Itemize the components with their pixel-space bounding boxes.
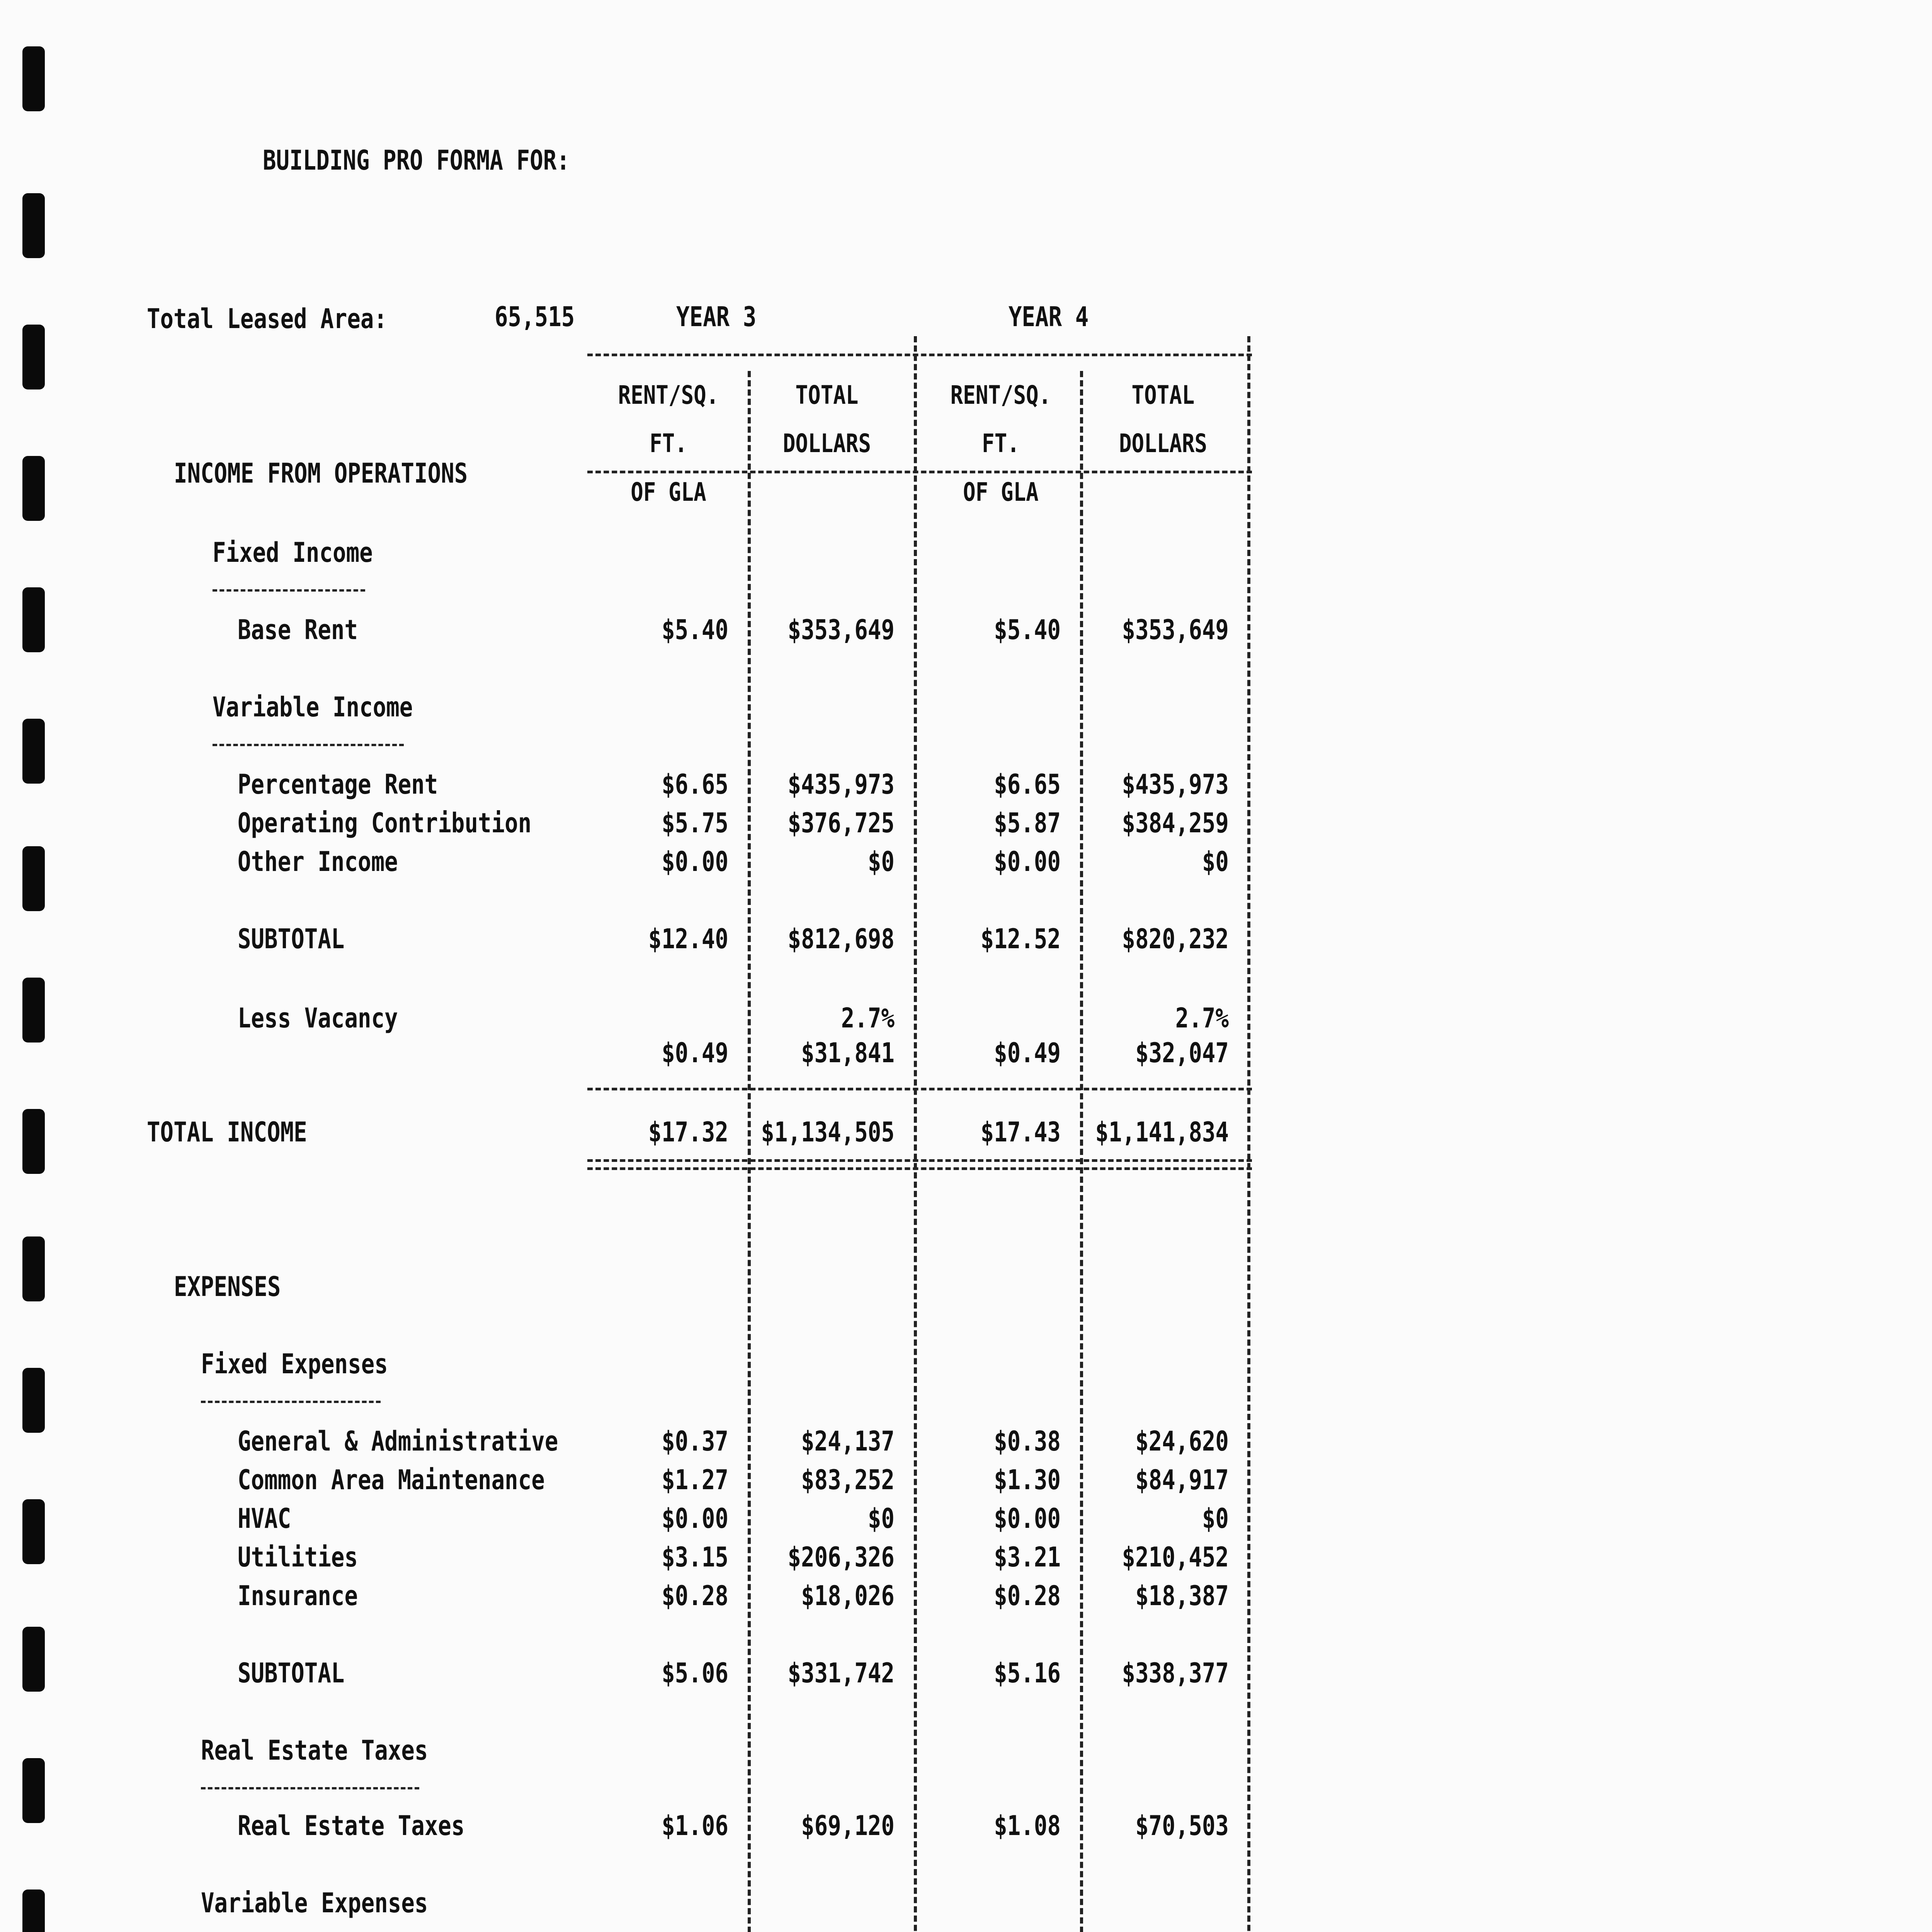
row-value-operating-contribution-y3r: $5.75 xyxy=(662,807,728,839)
row-value-subtotal-y4r: $5.16 xyxy=(994,1657,1061,1689)
row-value-total-income-y3t: $1,134,505 xyxy=(761,1116,895,1148)
row-value-utilities-y4t: $210,452 xyxy=(1122,1541,1229,1573)
binder-hole xyxy=(22,1368,45,1433)
row-value-subtotal-y4t: $338,377 xyxy=(1122,1657,1229,1689)
row-value-general-administrative-y4r: $0.38 xyxy=(994,1425,1061,1457)
row-value-vacancy-amount-y4r: $0.49 xyxy=(994,1037,1061,1069)
row-value-total-income-y3r: $17.32 xyxy=(648,1116,728,1148)
binder-hole xyxy=(22,456,45,521)
row-value-general-administrative-y4t: $24,620 xyxy=(1135,1425,1229,1457)
fixed-income-heading: Fixed Income xyxy=(213,537,373,568)
binder-hole xyxy=(22,1499,45,1564)
col-sep-1 xyxy=(748,371,751,1932)
binder-hole xyxy=(22,325,45,389)
row-label-less-vacancy: Less Vacancy xyxy=(238,1002,398,1034)
row-value-utilities-y3t: $206,326 xyxy=(787,1541,895,1573)
row-value-insurance-y3t: $18,026 xyxy=(801,1580,895,1612)
col-sep-4 xyxy=(1247,336,1250,1932)
row-label-subtotal: SUBTOTAL xyxy=(238,923,345,955)
row-value-vacancy-amount-y3r: $0.49 xyxy=(662,1037,728,1069)
row-value-real-estate-taxes-y3r: $1.06 xyxy=(662,1810,728,1842)
income-ops-heading: INCOME FROM OPERATIONS xyxy=(174,457,468,489)
row-value-other-income-y3t: $0 xyxy=(867,846,895,878)
row-label-general-administrative: General & Administrative xyxy=(238,1425,558,1457)
col-sep-3 xyxy=(1080,371,1083,1932)
row-value-other-income-y4r: $0.00 xyxy=(994,846,1061,878)
total-income-double-rule xyxy=(587,1159,1252,1170)
fixed-expenses-heading: Fixed Expenses xyxy=(201,1348,388,1380)
row-value-subtotal-y4t: $820,232 xyxy=(1122,923,1229,955)
row-value-operating-contribution-y4t: $384,259 xyxy=(1122,807,1229,839)
row-label-percentage-rent: Percentage Rent xyxy=(238,769,438,800)
row-value-base-rent-y4r: $5.40 xyxy=(994,614,1061,646)
row-value-base-rent-y3r: $5.40 xyxy=(662,614,728,646)
row-value-common-area-maintenance-y3r: $1.27 xyxy=(662,1464,728,1496)
binder-hole xyxy=(22,978,45,1043)
year-3-total-header xyxy=(764,371,890,468)
row-value-insurance-y4t: $18,387 xyxy=(1135,1580,1229,1612)
row-value-less-vacancy-y4t: 2.7% xyxy=(1175,1002,1229,1034)
row-value-subtotal-y3t: $331,742 xyxy=(787,1657,895,1689)
row-value-common-area-maintenance-y4r: $1.30 xyxy=(994,1464,1061,1496)
row-value-percentage-rent-y4t: $435,973 xyxy=(1122,769,1229,800)
binder-hole xyxy=(22,1627,45,1692)
binder-hole xyxy=(22,846,45,911)
row-value-subtotal-y3r: $5.06 xyxy=(662,1657,728,1689)
row-value-percentage-rent-y3t: $435,973 xyxy=(787,769,895,800)
row-value-common-area-maintenance-y4t: $84,917 xyxy=(1135,1464,1229,1496)
row-value-hvac-y4t: $0 xyxy=(1202,1503,1229,1534)
row-value-general-administrative-y3r: $0.37 xyxy=(662,1425,728,1457)
binder-hole xyxy=(22,46,45,111)
row-value-insurance-y3r: $0.28 xyxy=(662,1580,728,1612)
row-value-percentage-rent-y3r: $6.65 xyxy=(662,769,728,800)
leased-area-value: 65,515 xyxy=(495,301,575,333)
row-label-total-income: TOTAL INCOME xyxy=(147,1116,307,1148)
row-value-real-estate-taxes-y3t: $69,120 xyxy=(801,1810,895,1842)
row-label-insurance: Insurance xyxy=(238,1580,358,1612)
row-label-real-estate-taxes: Real Estate Taxes xyxy=(238,1810,465,1842)
row-value-common-area-maintenance-y3t: $83,252 xyxy=(801,1464,895,1496)
row-value-less-vacancy-y3t: 2.7% xyxy=(841,1002,895,1034)
row-value-utilities-y3r: $3.15 xyxy=(662,1541,728,1573)
year-3-heading: YEAR 3 xyxy=(676,301,757,333)
row-value-total-income-y4t: $1,141,834 xyxy=(1095,1116,1229,1148)
row-label-hvac: HVAC xyxy=(238,1503,291,1534)
binder-hole xyxy=(22,1236,45,1301)
total-income-top-rule xyxy=(587,1088,1252,1090)
row-value-other-income-y4t: $0 xyxy=(1202,846,1229,878)
document-title: BUILDING PRO FORMA FOR: xyxy=(263,145,570,176)
expenses-heading: EXPENSES xyxy=(174,1271,281,1303)
year-4-total-header xyxy=(1097,371,1230,468)
year-3-total-header-text: TOTAL DOLLARS xyxy=(782,380,871,459)
row-value-real-estate-taxes-y4t: $70,503 xyxy=(1135,1810,1229,1842)
row-value-utilities-y4r: $3.21 xyxy=(994,1541,1061,1573)
row-value-hvac-y3t: $0 xyxy=(867,1503,895,1534)
row-label-other-income: Other Income xyxy=(238,846,398,878)
row-value-general-administrative-y3t: $24,137 xyxy=(801,1425,895,1457)
year-3-rent-header-text: RENT/SQ. FT. OF GLA xyxy=(618,380,719,507)
binder-hole xyxy=(22,193,45,258)
row-value-operating-contribution-y3t: $376,725 xyxy=(787,807,895,839)
row-label-common-area-maintenance: Common Area Maintenance xyxy=(238,1464,545,1496)
year-3-rent-header xyxy=(595,371,741,516)
variable-expenses-heading: Variable Expenses xyxy=(201,1887,428,1919)
binder-hole xyxy=(22,587,45,652)
real-estate-taxes-heading: Real Estate Taxes xyxy=(201,1735,428,1766)
header-top-rule xyxy=(587,354,1252,356)
binder-hole xyxy=(22,1889,45,1932)
row-value-insurance-y4r: $0.28 xyxy=(994,1580,1061,1612)
fixed-expenses-underline xyxy=(201,1401,381,1403)
row-value-percentage-rent-y4r: $6.65 xyxy=(994,769,1061,800)
year-4-heading: YEAR 4 xyxy=(1009,301,1089,333)
row-value-base-rent-y4t: $353,649 xyxy=(1122,614,1229,646)
row-value-vacancy-amount-y3t: $31,841 xyxy=(801,1037,895,1069)
row-value-hvac-y4r: $0.00 xyxy=(994,1503,1061,1534)
row-value-subtotal-y4r: $12.52 xyxy=(980,923,1061,955)
row-value-real-estate-taxes-y4r: $1.08 xyxy=(994,1810,1061,1842)
row-value-base-rent-y3t: $353,649 xyxy=(787,614,895,646)
row-value-subtotal-y3t: $812,698 xyxy=(787,923,895,955)
row-label-subtotal: SUBTOTAL xyxy=(238,1657,345,1689)
fixed-income-underline xyxy=(213,589,365,592)
leased-area-label: Total Leased Area: xyxy=(147,303,388,335)
row-value-other-income-y3r: $0.00 xyxy=(662,846,728,878)
row-value-total-income-y4r: $17.43 xyxy=(980,1116,1061,1148)
year-4-total-header-text: TOTAL DOLLARS xyxy=(1119,380,1208,459)
row-label-operating-contribution: Operating Contribution xyxy=(238,807,532,839)
row-label-base-rent: Base Rent xyxy=(238,614,358,646)
row-value-subtotal-y3r: $12.40 xyxy=(648,923,728,955)
row-label-utilities: Utilities xyxy=(238,1541,358,1573)
year-4-rent-header xyxy=(928,371,1073,516)
row-value-hvac-y3r: $0.00 xyxy=(662,1503,728,1534)
binder-hole xyxy=(22,719,45,784)
variable-income-heading: Variable Income xyxy=(213,691,413,723)
variable-income-underline xyxy=(213,744,404,746)
binder-hole xyxy=(22,1758,45,1823)
binder-hole xyxy=(22,1109,45,1174)
row-value-vacancy-amount-y4t: $32,047 xyxy=(1135,1037,1229,1069)
real-estate-taxes-underline xyxy=(201,1787,419,1789)
row-value-operating-contribution-y4r: $5.87 xyxy=(994,807,1061,839)
year-4-rent-header-text: RENT/SQ. FT. OF GLA xyxy=(950,380,1051,507)
